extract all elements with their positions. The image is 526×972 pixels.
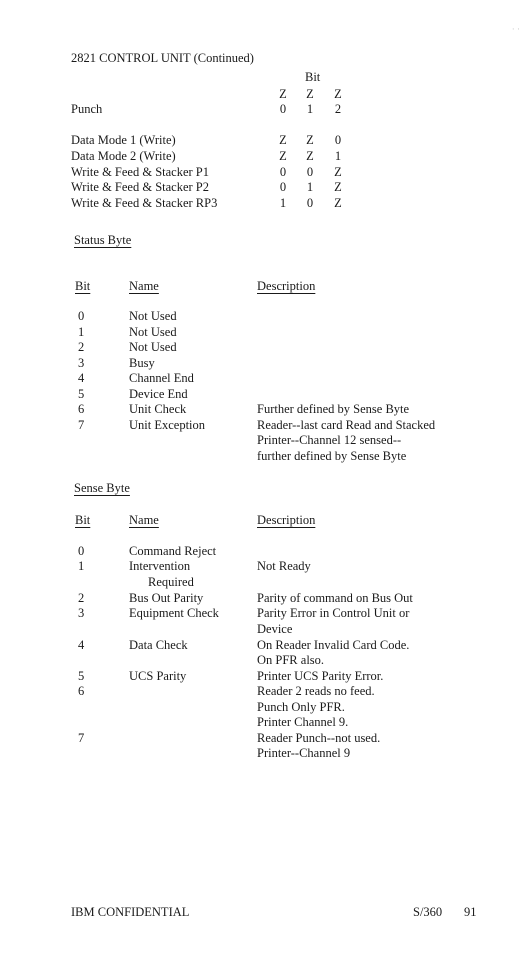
sense-bit: 1	[78, 559, 85, 573]
sense-byte-title: Sense Byte	[74, 481, 130, 495]
command-bit: 1	[306, 180, 314, 194]
sense-name: Equipment Check	[129, 606, 219, 620]
command-label: Data Mode 1 (Write)	[71, 133, 176, 147]
status-name: Unit Check	[129, 402, 187, 416]
sense-header-description: Description	[257, 513, 316, 527]
footer-model: S/360	[413, 905, 443, 919]
sense-name: Required	[148, 575, 194, 589]
command-bit: 1	[306, 102, 314, 116]
sense-bit: 4	[78, 638, 85, 652]
command-bit: Z	[306, 149, 314, 163]
status-bit: 3	[78, 356, 85, 370]
status-description: Further defined by Sense Byte	[257, 402, 410, 416]
sense-header-name: Name	[129, 513, 159, 527]
sense-bit: 3	[78, 606, 85, 620]
sense-header-bit: Bit	[75, 513, 91, 527]
page-title: 2821 CONTROL UNIT (Continued)	[71, 51, 254, 65]
sense-description: Device	[257, 622, 293, 636]
command-bit: Z	[334, 196, 342, 210]
status-byte-title: Status Byte	[74, 233, 132, 247]
command-bit: 2	[334, 102, 342, 116]
sense-bit: 2	[78, 591, 85, 605]
command-label: Write & Feed & Stacker RP3	[71, 196, 218, 210]
status-bit: 7	[78, 418, 85, 432]
footer-confidential: IBM CONFIDENTIAL	[71, 905, 190, 919]
status-description: Reader--last card Read and Stacked	[257, 418, 436, 432]
sense-description: Printer Channel 9.	[257, 715, 349, 729]
command-col-header: Z	[334, 87, 342, 101]
sense-description: Punch Only PFR.	[257, 700, 345, 714]
command-bit: 0	[279, 102, 287, 116]
sense-description: Reader 2 reads no feed.	[257, 684, 375, 698]
command-bit: 0	[279, 165, 287, 179]
status-header-name: Name	[129, 279, 159, 293]
command-col-header: Z	[279, 87, 287, 101]
status-bit: 6	[78, 402, 85, 416]
sense-name: Command Reject	[129, 544, 217, 558]
sense-name: Bus Out Parity	[129, 591, 204, 605]
sense-description: On PFR also.	[257, 653, 325, 667]
sense-name: Data Check	[129, 638, 188, 652]
status-name: Device End	[129, 387, 188, 401]
command-label: Write & Feed & Stacker P1	[71, 165, 210, 179]
status-bit: 4	[78, 371, 85, 385]
status-name: Channel End	[129, 371, 194, 385]
status-name: Unit Exception	[129, 418, 206, 432]
command-bit: 1	[279, 196, 287, 210]
command-bit: 0	[306, 196, 314, 210]
status-name: Busy	[129, 356, 155, 370]
command-bit: Z	[334, 180, 342, 194]
status-description: further defined by Sense Byte	[257, 449, 407, 463]
sense-bit: 0	[78, 544, 85, 558]
sense-description: Reader Punch--not used.	[257, 731, 381, 745]
status-bit: 5	[78, 387, 85, 401]
sense-description: Not Ready	[257, 559, 311, 573]
sense-name: UCS Parity	[129, 669, 187, 683]
command-bit: Z	[306, 133, 314, 147]
command-bit: Z	[279, 149, 287, 163]
command-bit: 0	[279, 180, 287, 194]
command-bit: Z	[334, 165, 342, 179]
command-bit: 0	[334, 133, 342, 147]
status-bit: 2	[78, 340, 85, 354]
sense-description: Printer--Channel 9	[257, 746, 351, 760]
sense-description: On Reader Invalid Card Code.	[257, 638, 410, 652]
command-label: Data Mode 2 (Write)	[71, 149, 176, 163]
command-label: Write & Feed & Stacker P2	[71, 180, 210, 194]
status-bit: 1	[78, 325, 85, 339]
status-header-bit: Bit	[75, 279, 91, 293]
sense-bit: 7	[78, 731, 85, 745]
command-label: Punch	[71, 102, 103, 116]
status-name: Not Used	[129, 309, 177, 323]
page-number: 91	[464, 905, 477, 919]
status-header-description: Description	[257, 279, 316, 293]
status-name: Not Used	[129, 325, 177, 339]
sense-description: Parity Error in Control Unit or	[257, 606, 410, 620]
status-name: Not Used	[129, 340, 177, 354]
sense-bit: 6	[78, 684, 85, 698]
bit-label: Bit	[305, 70, 321, 84]
sense-description: Printer UCS Parity Error.	[257, 669, 384, 683]
sense-bit: 5	[78, 669, 85, 683]
command-bit: 1	[334, 149, 342, 163]
command-col-header: Z	[306, 87, 314, 101]
command-bit: 0	[306, 165, 314, 179]
status-description: Printer--Channel 12 sensed--	[257, 433, 402, 447]
status-bit: 0	[78, 309, 85, 323]
sense-description: Parity of command on Bus Out	[257, 591, 413, 605]
margin-mark: · ·	[511, 24, 520, 34]
command-bit: Z	[279, 133, 287, 147]
sense-name: Intervention	[129, 559, 191, 573]
